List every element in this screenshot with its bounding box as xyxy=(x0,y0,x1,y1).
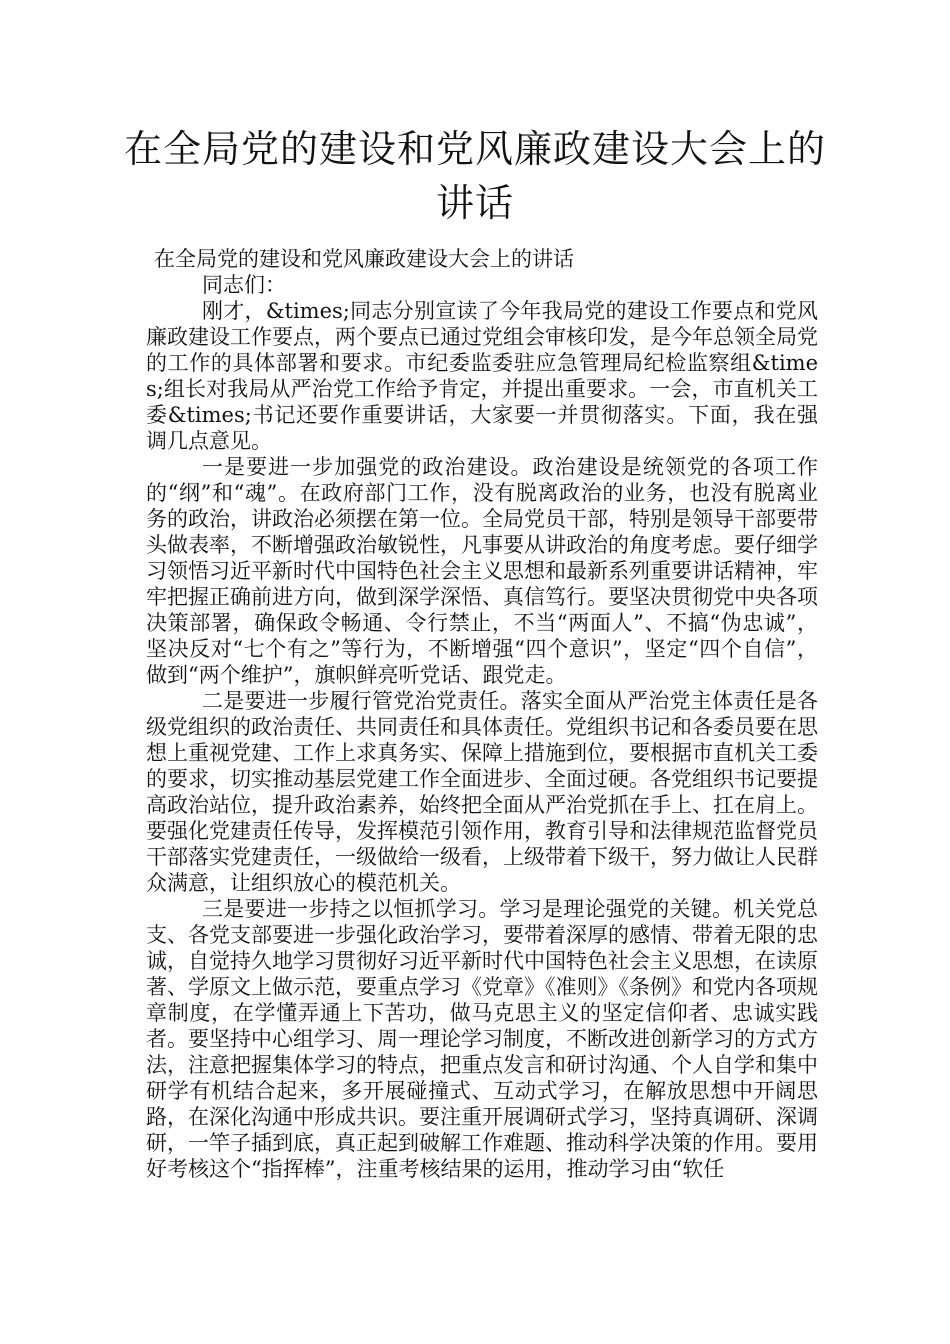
document-body xyxy=(146,246,818,1182)
document-subtitle: 在全局党的建设和党风廉政建设大会上的讲话 xyxy=(154,247,574,271)
paragraph-political-construction: 一是要进一步加强党的政治建设。政治建设是统领党的各项工作的“纲”和“魂”。在政府部门工作，没有脱离政治的业务，也没有脱离业务的政治，讲政治必须摆在第一位。全局党员干部，特别是领导干部要带头做表率，不断增强政治敏锐性，凡事要从讲政治的角度考虑。要仔细学习领悟习近平新时代中国特色社会主义思想和最新系列重要讲话精神，牢牢把握正确前进方向，做到深学深悟、真信笃行。要坚决贯彻党中央各项决策部署，确保政令畅通、令行禁止，不当“两面人”、不搞“伪忠诚”，坚决反对“七个有之”等行为，不断增强“四个意识”，坚定“四个自信”，做到“两个维护”，旗帜鲜亮听党话、跟党走。 xyxy=(146,455,818,687)
title-line-1: 在全局党的建设和党风廉政建设大会上的 xyxy=(123,127,826,171)
paragraph-intro: 刚才，&times;同志分别宣读了今年我局党的建设工作要点和党风廉政建设工作要点，两个要点已通过党组会审核印发，是今年总领全局党的工作的具体部署和要求。市纪委监委驻应急管理局纪检监察组&times;组长对我局从严治党工作给予肯定，并提出重要求。一会，市直机关工委&times;书记还要作重要讲话，大家要一并贯彻落实。下面，我在强调几点意见。 xyxy=(146,299,818,453)
salutation: 同志们： xyxy=(202,273,286,297)
paragraph-study: 三是要进一步持之以恒抓学习。学习是理论强党的关键。机关党总支、各党支部要进一步强化政治学习，要带着深厚的感情、带着无限的忠诚，自觉持久地学习贯彻好习近平新时代中国特色社会主义思想，在读原著、学原文上做示范，要重点学习《党章》《准则》《条例》和党内各项规章制度，在学懂弄通上下苦功，做马克思主义的坚定信仰者、忠诚实践者。要坚持中心组学习、周一理论学习制度，不断改进创新学习的方式方法，注意把握集体学习的特点，把重点发言和研讨沟通、个人自学和集中研学有机结合起来，多开展碰撞式、互动式学习，在解放思想中开阔思路，在深化沟通中形成共识。要注重开展调研式学习，坚持真调研、深调研，一竿子插到底，真正起到破解工作难题、推动科学决策的作用。要用好考核这个“指挥棒”，注重考核结果的运用，推动学习由“软任 xyxy=(146,897,818,1181)
document-title xyxy=(120,122,830,230)
title-line-2: 讲话 xyxy=(435,181,514,225)
paragraph-party-responsibility: 二是要进一步履行管党治党责任。落实全面从严治党主体责任是各级党组织的政治责任、共同责任和具体责任。党组织书记和各委员要在思想上重视党建、工作上求真务实、保障上措施到位，要根据市直机关工委的要求，切实推动基层党建工作全面进步、全面过硬。各党组织书记要提高政治站位，提升政治素养，始终把全面从严治党抓在手上、扛在肩上。要强化党建责任传导，发挥模范引领作用，教育引导和法律规范监督党员干部落实党建责任，一级做给一级看，上级带着下级干，努力做让人民群众满意，让组织放心的模范机关。 xyxy=(146,689,818,895)
